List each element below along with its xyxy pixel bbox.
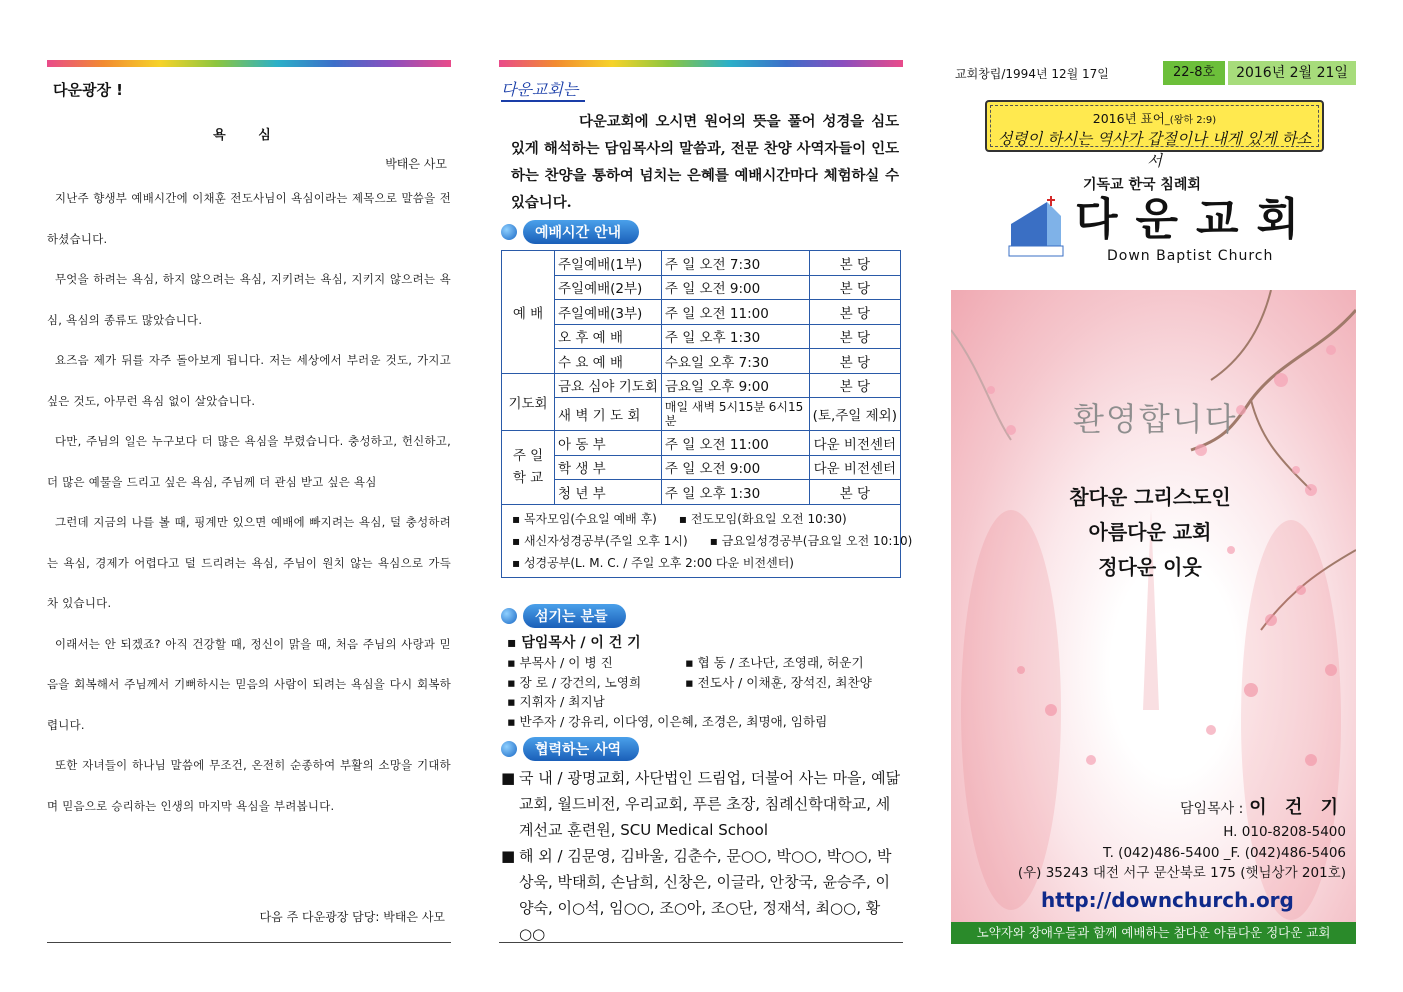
mission-list: [501, 765, 903, 947]
essay-paragraph: 요즈음 제가 뒤를 자주 돌아보게 됩니다. 저는 세상에서 부러운 것도, 가지고 싶은 것도, 아무런 욕심 없이 살았습니다.: [47, 353, 451, 408]
schedule-notes: [501, 505, 913, 578]
mission-header: [501, 737, 903, 761]
section-title: 다운교회는: [501, 77, 585, 102]
staff-item: ▪ 장 로 / 강건의, 노영희: [507, 674, 642, 690]
founded-date: 교회창립/1994년 12월 17일: [955, 66, 1109, 81]
contact-info: [1018, 822, 1346, 884]
service-place: (토,주일 제외): [809, 398, 900, 431]
divider: [47, 942, 451, 943]
schedule-header: [501, 220, 903, 244]
bottom-band: 노약자와 장애우들과 함께 예배하는 참다운 아름다운 정다운 교회: [951, 922, 1356, 944]
service-time: 수요일 오후 7:30: [661, 349, 809, 374]
service-name: 주일예배(1부): [555, 251, 662, 276]
service-place: 본 당: [809, 373, 900, 398]
right-column: [951, 0, 1356, 940]
group-cell: 예 배: [502, 251, 555, 374]
essay-paragraph: 무엇을 하려는 욕심, 하지 않으려는 욕심, 지키려는 욕심, 지키지 않으려는 욕심, 욕심의 종류도 많았습니다.: [47, 272, 451, 327]
service-time: 금요일 오후 9:00: [661, 373, 809, 398]
color-stripe: [499, 60, 903, 67]
motto-label: 2016년 표어: [1092, 111, 1165, 126]
staff-item: ▪ 전도사 / 이채훈, 장석진, 최찬양: [685, 674, 872, 690]
service-name: 수 요 예 배: [555, 349, 662, 374]
staff-row: [507, 653, 903, 673]
service-time: 주 일 오전 7:30: [661, 251, 809, 276]
table-row: [502, 398, 901, 431]
note-item: ▪ 성경공부(L. M. C. / 주일 오후 2:00 다운 비전센터): [512, 555, 794, 570]
motto-inner: [990, 105, 1319, 170]
slogan-line: 아름다운 교회: [1088, 520, 1212, 544]
next-week-note: 다음 주 다운광장 담당: 박태은 사모: [259, 910, 445, 924]
service-place: 본 당: [809, 324, 900, 349]
service-place: 본 당: [809, 349, 900, 374]
service-name: 청 년 부: [555, 480, 662, 505]
motto-title: [991, 109, 1318, 127]
schedule-table: [501, 250, 901, 505]
left-column: [47, 60, 451, 826]
service-time: 주 일 오전 11:00: [661, 431, 809, 456]
service-name: 학 생 부: [555, 455, 662, 480]
note-item: ▪ 전도모임(화요일 오전 10:30): [678, 511, 847, 526]
church-english-name: Down Baptist Church: [1107, 248, 1274, 264]
column-title: 다운광장 !: [53, 81, 124, 99]
service-place: 본 당: [809, 251, 900, 276]
mission-title: 협력하는 사역: [523, 737, 639, 761]
bullet-icon: [501, 741, 517, 757]
address: (우) 35243 대전 서구 문산북로 175 (햇님상가 201호): [1017, 865, 1346, 881]
mission-text: 해 외 / 김문영, 김바울, 김춘수, 문○○, 박○○, 박○○, 박상욱, 박태희, 손남희, 신창은, 이글라, 안창국, 윤승주, 이양숙, 이○석, 임○○, 조○아, 조○단, 정재석, 최○○, 황○○: [519, 847, 892, 943]
service-time: 매일 새벽 5시15분 6시15분: [661, 398, 809, 431]
note-item: ▪ 목자모임(수요일 예배 후): [512, 511, 657, 526]
welcome-text: 환영합니다: [1073, 400, 1238, 438]
square-bullet-icon: ■: [501, 847, 516, 865]
mission-text: 국 내 / 광명교회, 사단법인 드림업, 더불어 사는 마을, 예닮교회, 월드비전, 우리교회, 푸른 초장, 침례신학대학교, 세계선교 훈련원, SCU Medical School: [519, 769, 901, 839]
staff-item: ▪ 부목사 / 이 병 진: [507, 655, 613, 670]
bullet-icon: [501, 224, 517, 240]
table-row: [502, 480, 901, 505]
lead-pastor: ▪ 담임목사 / 이 건 기: [507, 634, 641, 651]
bullet-icon: [501, 608, 517, 624]
essay-heading: 욕 심: [213, 128, 285, 143]
table-row: [502, 275, 901, 300]
bulletin-date: 2016년 2월 21일: [1228, 61, 1356, 85]
slogan-line: 참다운 그리스도인: [1069, 485, 1231, 509]
staff-row: [507, 712, 903, 732]
mission-item: [501, 843, 903, 947]
staff-row: [507, 692, 903, 712]
service-name: 주일예배(2부): [555, 275, 662, 300]
service-name: 주일예배(3부): [555, 300, 662, 325]
pastor-name: 이 건 기: [1249, 797, 1344, 818]
service-place: 본 당: [809, 300, 900, 325]
middle-column: [499, 60, 913, 947]
essay-paragraph: 또한 자녀들이 하나님 말씀에 무조건, 온전히 순종하여 부활의 소망을 기대하며 믿음으로 승리하는 인생의 마지막 욕심을 부려봅니다.: [47, 758, 451, 813]
table-row: [502, 251, 901, 276]
staff-list: [507, 634, 903, 732]
staff-row: [507, 673, 903, 693]
service-time: 주 일 오후 1:30: [661, 480, 809, 505]
divider: [499, 942, 903, 943]
phone-fax: T. (042)486-5400 _F. (042)486-5406: [1102, 844, 1346, 861]
service-place: 본 당: [809, 480, 900, 505]
schedule-title: 예배시간 안내: [523, 220, 639, 244]
motto-ref: _(왕하 2:9): [1164, 115, 1217, 126]
table-row: [502, 349, 901, 374]
service-name: 아 동 부: [555, 431, 662, 456]
table-row: [502, 431, 901, 456]
staff-item: ▪ 지휘자 / 최지남: [507, 694, 605, 709]
phone-home: H. 010-8208-5400: [1223, 824, 1346, 840]
pastor-label: 담임목사 :: [1180, 801, 1244, 817]
service-time: 주 일 오전 9:00: [661, 455, 809, 480]
website-link[interactable]: http://downchurch.org: [1041, 888, 1294, 912]
service-time: 주 일 오전 11:00: [661, 300, 809, 325]
service-time: 주 일 오전 9:00: [661, 275, 809, 300]
slogan-line: 정다운 이웃: [1098, 555, 1202, 579]
staff-header: [501, 604, 903, 628]
essay-paragraph: 다만, 주님의 일은 누구보다 더 많은 욕심을 부렸습니다. 충성하고, 헌신하고, 더 많은 예물을 드리고 싶은 욕심, 주님께 더 관심 받고 싶은 욕심: [47, 434, 451, 489]
motto-box: [985, 100, 1324, 170]
service-name: 새 벽 기 도 회: [555, 398, 662, 431]
denomination: 기독교 한국 침례회: [1083, 177, 1201, 193]
note-row: [502, 508, 900, 530]
service-name: 오 후 예 배: [555, 324, 662, 349]
service-time: 주 일 오후 1:30: [661, 324, 809, 349]
church-name: 다운교회: [1075, 194, 1318, 245]
essay-author: 박태은 사모: [385, 157, 447, 171]
staff-item: ▪ 협 동 / 조나단, 조영래, 허운기: [685, 655, 864, 670]
service-place: 다운 비전센터: [809, 455, 900, 480]
church-title-block: [1075, 174, 1335, 264]
square-bullet-icon: ■: [501, 769, 516, 787]
color-stripe: [47, 60, 451, 67]
service-name: 금요 심야 기도회: [555, 373, 662, 398]
group-cell: 기도회: [502, 373, 555, 431]
table-row: [502, 300, 901, 325]
note-item: ▪ 금요일성경공부(금요일 오전 10:10): [709, 533, 913, 548]
service-place: 본 당: [809, 275, 900, 300]
staff-title: 섬기는 분들: [523, 604, 626, 628]
note-row: [502, 530, 913, 552]
mission-item: [501, 765, 903, 843]
essay-paragraph: 이래서는 안 되겠죠? 아직 건강할 때, 정신이 맑을 때, 처음 주님의 사랑과 믿음을 회복해서 주님께서 기뻐하시는 믿음의 사람이 되려는 욕심을 다시 회복하렵니다.: [47, 636, 451, 732]
issue-number: 22-8호: [1163, 61, 1225, 85]
cover-image: [951, 290, 1356, 922]
table-row: [502, 324, 901, 349]
table-row: [502, 373, 901, 398]
essay-paragraph: 그런데 지금의 나를 볼 때, 핑계만 있으면 예배에 빠지려는 욕심, 덜 충성하려는 욕심, 경제가 어렵다고 덜 드리려는 욕심, 주님이 원치 않는 욕심으로 가득 차 있습니다.: [47, 515, 451, 610]
essay-paragraph: 지난주 향생부 예배시간에 이채훈 전도사님이 욕심이라는 제목으로 말씀을 전하셨습니다.: [47, 191, 451, 246]
service-place: 다운 비전센터: [809, 431, 900, 456]
group-cell: 주 일 학 교: [502, 431, 555, 505]
church-logo-icon: [1007, 196, 1065, 258]
note-row: [502, 552, 900, 574]
intro-text: 다운교회에 오시면 원어의 뜻을 풀어 성경을 심도 있게 해석하는 담임목사의 말씀과, 전문 찬양 사역자들이 인도하는 찬양을 통하여 넘치는 은혜를 예배시간마다 체험하실 수 있습니다.: [511, 113, 899, 211]
slogan: [951, 480, 1349, 585]
note-item: ▪ 새신자성경공부(주일 오후 1시): [512, 533, 688, 548]
staff-item: ▪ 반주자 / 강유리, 이다영, 이은혜, 조경은, 최명애, 임하림: [507, 713, 828, 729]
table-row: [502, 455, 901, 480]
pastor-line: [1180, 793, 1344, 819]
bulletin-header: [951, 62, 1356, 84]
motto-text: 성령이 하시는 역사가 갑절이나 내게 있게 하소서: [997, 130, 1312, 170]
